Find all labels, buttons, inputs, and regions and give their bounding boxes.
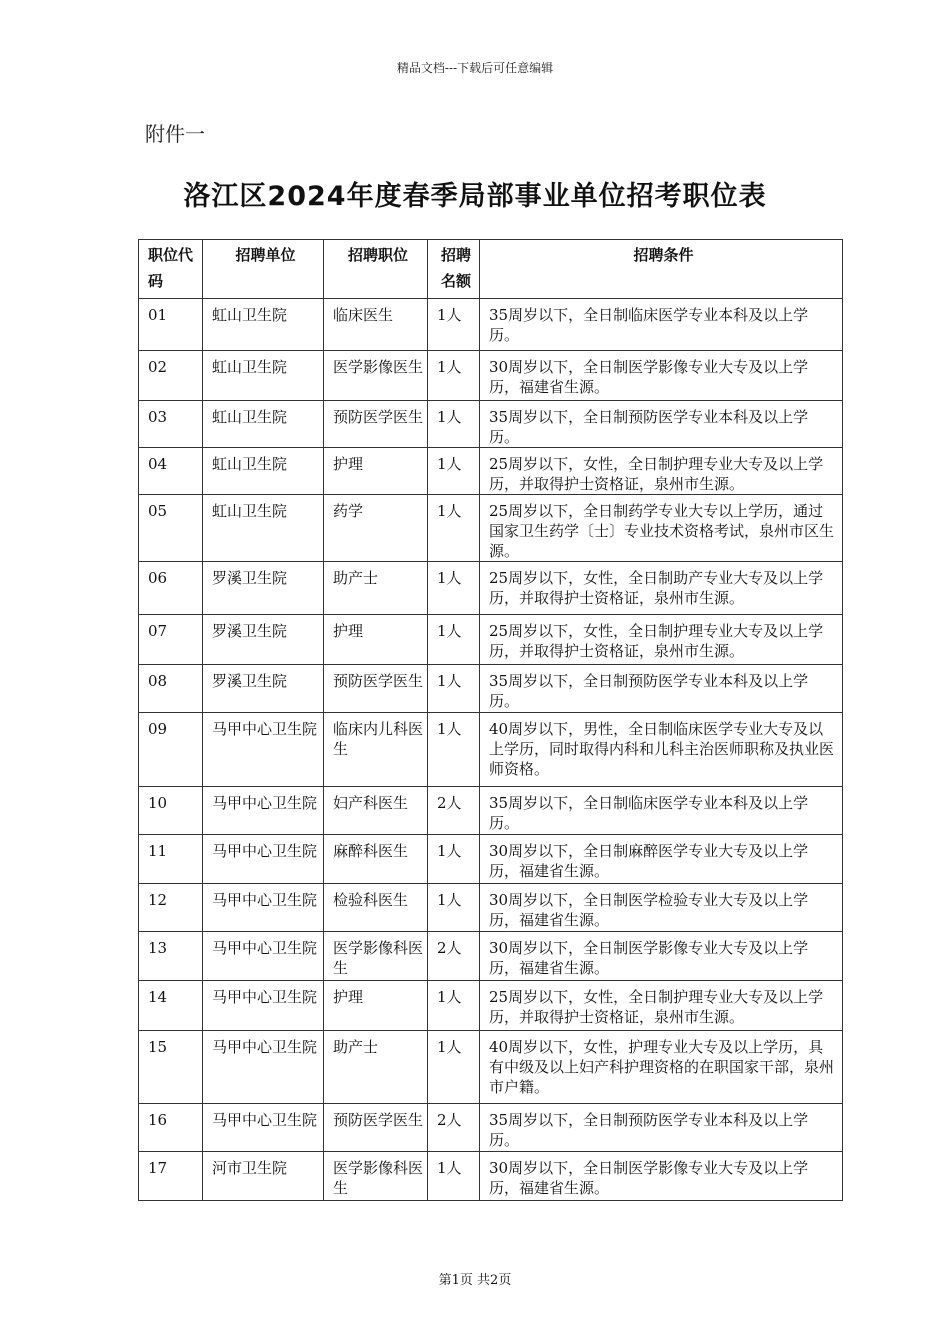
table-row	[139, 884, 843, 932]
cell-code: 10	[139, 787, 203, 835]
cell-unit: 河市卫生院	[203, 1152, 324, 1201]
cell-count: 1人	[428, 713, 480, 787]
cell-count: 1人	[428, 299, 480, 351]
cell-requirements: 40周岁以下，女性，护理专业大专及以上学历，具有中级及以上妇产科护理资格的在职国家干部，泉州市户籍。	[480, 1031, 843, 1104]
cell-position: 预防医学医生	[324, 1104, 428, 1152]
cell-code: 07	[139, 615, 203, 665]
cell-unit: 罗溪卫生院	[203, 615, 324, 665]
cell-requirements: 25周岁以下，女性，全日制护理专业大专及以上学历，并取得护士资格证，泉州市生源。	[480, 615, 843, 665]
col-header-count: 招聘名额	[428, 240, 480, 299]
cell-code: 09	[139, 713, 203, 787]
page-footer: 第1页 共2页	[438, 1273, 512, 1288]
table-row	[139, 932, 843, 981]
table-row	[139, 448, 843, 495]
cell-requirements: 30周岁以下，全日制医学影像专业大专及以上学历，福建省生源。	[480, 932, 843, 981]
cell-count: 1人	[428, 401, 480, 448]
table-row	[139, 351, 843, 401]
cell-unit: 马甲中心卫生院	[203, 835, 324, 884]
cell-count: 1人	[428, 665, 480, 713]
cell-requirements: 30周岁以下，全日制医学影像专业大专及以上学历，福建省生源。	[480, 351, 843, 401]
cell-code: 02	[139, 351, 203, 401]
table-row	[139, 1104, 843, 1152]
cell-count: 1人	[428, 615, 480, 665]
cell-requirements: 35周岁以下，全日制临床医学专业本科及以上学历。	[480, 299, 843, 351]
page-header: 精品文档---下载后可任意编辑	[396, 61, 554, 75]
cell-count: 1人	[428, 884, 480, 932]
table-row	[139, 562, 843, 615]
table-row	[139, 1031, 843, 1104]
cell-requirements: 35周岁以下，全日制预防医学专业本科及以上学历。	[480, 1104, 843, 1152]
cell-unit: 马甲中心卫生院	[203, 787, 324, 835]
table-row	[139, 495, 843, 562]
table-row	[139, 713, 843, 787]
cell-code: 12	[139, 884, 203, 932]
cell-count: 1人	[428, 562, 480, 615]
cell-count: 1人	[428, 448, 480, 495]
cell-code: 14	[139, 981, 203, 1031]
cell-position: 药学	[324, 495, 428, 562]
col-header-requirements: 招聘条件	[480, 240, 843, 299]
cell-position: 护理	[324, 448, 428, 495]
table-row	[139, 835, 843, 884]
cell-unit: 马甲中心卫生院	[203, 1104, 324, 1152]
col-header-code: 职位代码	[139, 240, 203, 299]
cell-code: 01	[139, 299, 203, 351]
table-row	[139, 401, 843, 448]
cell-unit: 马甲中心卫生院	[203, 1031, 324, 1104]
cell-count: 1人	[428, 1031, 480, 1104]
cell-unit: 马甲中心卫生院	[203, 884, 324, 932]
cell-count: 1人	[428, 835, 480, 884]
cell-unit: 马甲中心卫生院	[203, 981, 324, 1031]
cell-unit: 马甲中心卫生院	[203, 713, 324, 787]
positions-table	[138, 239, 843, 1201]
cell-position: 医学影像医生	[324, 351, 428, 401]
cell-count: 2人	[428, 932, 480, 981]
cell-position: 妇产科医生	[324, 787, 428, 835]
cell-count: 2人	[428, 787, 480, 835]
cell-unit: 罗溪卫生院	[203, 562, 324, 615]
table-row	[139, 665, 843, 713]
cell-position: 检验科医生	[324, 884, 428, 932]
cell-requirements: 30周岁以下，全日制医学检验专业大专及以上学历，福建省生源。	[480, 884, 843, 932]
table-row	[139, 615, 843, 665]
cell-unit: 虹山卫生院	[203, 495, 324, 562]
col-header-unit: 招聘单位	[203, 240, 324, 299]
cell-unit: 罗溪卫生院	[203, 665, 324, 713]
cell-unit: 马甲中心卫生院	[203, 932, 324, 981]
cell-count: 1人	[428, 495, 480, 562]
cell-requirements: 35周岁以下，全日制预防医学专业本科及以上学历。	[480, 665, 843, 713]
cell-code: 05	[139, 495, 203, 562]
cell-position: 预防医学医生	[324, 665, 428, 713]
cell-unit: 虹山卫生院	[203, 448, 324, 495]
cell-position: 护理	[324, 615, 428, 665]
cell-requirements: 35周岁以下，全日制临床医学专业本科及以上学历。	[480, 787, 843, 835]
cell-code: 17	[139, 1152, 203, 1201]
cell-position: 临床医生	[324, 299, 428, 351]
cell-position: 医学影像科医生	[324, 932, 428, 981]
cell-requirements: 40周岁以下，男性，全日制临床医学专业大专及以上学历，同时取得内科和儿科主治医师职称及执业医师资格。	[480, 713, 843, 787]
cell-unit: 虹山卫生院	[203, 299, 324, 351]
cell-code: 16	[139, 1104, 203, 1152]
cell-requirements: 25周岁以下，女性，全日制护理专业大专及以上学历，并取得护士资格证，泉州市生源。	[480, 448, 843, 495]
table-row	[139, 1152, 843, 1201]
cell-count: 1人	[428, 351, 480, 401]
cell-code: 08	[139, 665, 203, 713]
cell-count: 1人	[428, 981, 480, 1031]
cell-requirements: 30周岁以下，全日制医学影像专业大专及以上学历，福建省生源。	[480, 1152, 843, 1201]
attachment-label: 附件一	[145, 122, 205, 146]
cell-unit: 虹山卫生院	[203, 351, 324, 401]
cell-position: 助产士	[324, 1031, 428, 1104]
cell-position: 护理	[324, 981, 428, 1031]
cell-position: 临床内儿科医生	[324, 713, 428, 787]
cell-code: 13	[139, 932, 203, 981]
cell-unit: 虹山卫生院	[203, 401, 324, 448]
cell-requirements: 25周岁以下，女性，全日制护理专业大专及以上学历，并取得护士资格证，泉州市生源。	[480, 981, 843, 1031]
cell-position: 预防医学医生	[324, 401, 428, 448]
cell-requirements: 30周岁以下，全日制麻醉医学专业大专及以上学历，福建省生源。	[480, 835, 843, 884]
cell-code: 11	[139, 835, 203, 884]
cell-count: 1人	[428, 1152, 480, 1201]
cell-code: 03	[139, 401, 203, 448]
cell-code: 04	[139, 448, 203, 495]
table-header-row	[139, 240, 843, 299]
cell-position: 麻醉科医生	[324, 835, 428, 884]
cell-requirements: 25周岁以下，全日制药学专业大专以上学历，通过国家卫生药学〔士〕专业技术资格考试，泉州市区生源。	[480, 495, 843, 562]
cell-requirements: 25周岁以下，女性，全日制助产专业大专及以上学历，并取得护士资格证，泉州市生源。	[480, 562, 843, 615]
cell-code: 15	[139, 1031, 203, 1104]
document-title: 洛江区2024年度春季局部事业单位招考职位表	[183, 181, 767, 212]
col-header-position: 招聘职位	[324, 240, 428, 299]
table-row	[139, 981, 843, 1031]
cell-code: 06	[139, 562, 203, 615]
table-row	[139, 299, 843, 351]
table-row	[139, 787, 843, 835]
cell-requirements: 35周岁以下，全日制预防医学专业本科及以上学历。	[480, 401, 843, 448]
cell-position: 医学影像科医生	[324, 1152, 428, 1201]
cell-position: 助产士	[324, 562, 428, 615]
cell-count: 2人	[428, 1104, 480, 1152]
